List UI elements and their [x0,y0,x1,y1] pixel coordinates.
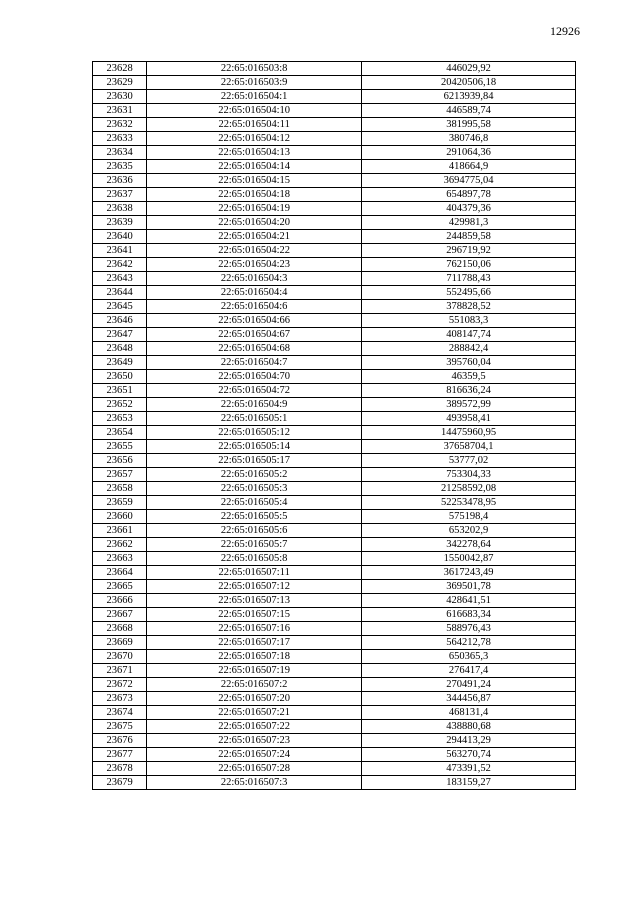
row-number-cell: 23645 [93,300,147,314]
table-row [93,524,576,538]
value-cell: 429981,3 [362,216,576,230]
value-cell: 493958,41 [362,412,576,426]
row-number-cell: 23637 [93,188,147,202]
value-cell: 183159,27 [362,776,576,790]
table-row [93,580,576,594]
table-row [93,370,576,384]
row-number-cell: 23646 [93,314,147,328]
cadastral-number-cell: 22:65:016504:13 [147,146,362,160]
cadastral-number-cell: 22:65:016504:1 [147,90,362,104]
cadastral-number-cell: 22:65:016507:12 [147,580,362,594]
row-number-cell: 23657 [93,468,147,482]
value-cell: 46359,5 [362,370,576,384]
cadastral-number-cell: 22:65:016505:4 [147,496,362,510]
row-number-cell: 23667 [93,608,147,622]
value-cell: 404379,36 [362,202,576,216]
row-number-cell: 23634 [93,146,147,160]
value-cell: 575198,4 [362,510,576,524]
row-number-cell: 23653 [93,412,147,426]
table-row [93,384,576,398]
table-row [93,328,576,342]
value-cell: 381995,58 [362,118,576,132]
cadastral-number-cell: 22:65:016504:6 [147,300,362,314]
table-row [93,174,576,188]
cadastral-number-cell: 22:65:016505:8 [147,552,362,566]
value-cell: 389572,99 [362,398,576,412]
cadastral-number-cell: 22:65:016504:23 [147,258,362,272]
table-row [93,398,576,412]
page-number: 12926 [550,24,580,38]
cadastral-number-cell: 22:65:016504:68 [147,342,362,356]
cadastral-number-cell: 22:65:016503:9 [147,76,362,90]
cadastral-number-cell: 22:65:016507:11 [147,566,362,580]
row-number-cell: 23644 [93,286,147,300]
value-cell: 276417,4 [362,664,576,678]
table-row [93,510,576,524]
row-number-cell: 23630 [93,90,147,104]
cadastral-number-cell: 22:65:016505:6 [147,524,362,538]
value-cell: 380746,8 [362,132,576,146]
value-cell: 369501,78 [362,580,576,594]
row-number-cell: 23659 [93,496,147,510]
value-cell: 1550042,87 [362,552,576,566]
table-row [93,286,576,300]
cadastral-number-cell: 22:65:016504:12 [147,132,362,146]
table-row [93,244,576,258]
cadastral-number-cell: 22:65:016504:22 [147,244,362,258]
value-cell: 53777,02 [362,454,576,468]
table-row [93,188,576,202]
value-cell: 6213939,84 [362,90,576,104]
cadastral-number-cell: 22:65:016504:20 [147,216,362,230]
cadastral-number-cell: 22:65:016504:7 [147,356,362,370]
row-number-cell: 23638 [93,202,147,216]
value-cell: 654897,78 [362,188,576,202]
cadastral-number-cell: 22:65:016507:23 [147,734,362,748]
value-cell: 551083,3 [362,314,576,328]
row-number-cell: 23641 [93,244,147,258]
cadastral-number-cell: 22:65:016507:17 [147,636,362,650]
cadastral-number-cell: 22:65:016504:66 [147,314,362,328]
cadastral-number-cell: 22:65:016505:5 [147,510,362,524]
cadastral-number-cell: 22:65:016505:1 [147,412,362,426]
cadastral-number-cell: 22:65:016507:2 [147,678,362,692]
row-number-cell: 23656 [93,454,147,468]
table-row [93,678,576,692]
table-row [93,538,576,552]
value-cell: 291064,36 [362,146,576,160]
value-cell: 446589,74 [362,104,576,118]
row-number-cell: 23632 [93,118,147,132]
row-number-cell: 23658 [93,482,147,496]
cadastral-number-cell: 22:65:016507:15 [147,608,362,622]
cadastral-number-cell: 22:65:016504:11 [147,118,362,132]
row-number-cell: 23635 [93,160,147,174]
row-number-cell: 23668 [93,622,147,636]
cadastral-number-cell: 22:65:016504:10 [147,104,362,118]
table-row [93,90,576,104]
row-number-cell: 23673 [93,692,147,706]
row-number-cell: 23643 [93,272,147,286]
cadastral-number-cell: 22:65:016504:14 [147,160,362,174]
value-cell: 378828,52 [362,300,576,314]
row-number-cell: 23670 [93,650,147,664]
table-row [93,454,576,468]
table-row [93,132,576,146]
value-cell: 344456,87 [362,692,576,706]
table-row [93,776,576,790]
table-row [93,412,576,426]
table-row [93,314,576,328]
cadastral-number-cell: 22:65:016504:18 [147,188,362,202]
row-number-cell: 23651 [93,384,147,398]
table-row [93,230,576,244]
row-number-cell: 23631 [93,104,147,118]
row-number-cell: 23628 [93,62,147,76]
table-row [93,706,576,720]
table-row [93,762,576,776]
value-cell: 753304,33 [362,468,576,482]
table-row [93,608,576,622]
row-number-cell: 23636 [93,174,147,188]
value-cell: 395760,04 [362,356,576,370]
value-cell: 14475960,95 [362,426,576,440]
cadastral-number-cell: 22:65:016504:9 [147,398,362,412]
table-row [93,720,576,734]
value-cell: 446029,92 [362,62,576,76]
cadastral-number-cell: 22:65:016504:4 [147,286,362,300]
value-cell: 653202,9 [362,524,576,538]
cadastral-number-cell: 22:65:016507:16 [147,622,362,636]
value-cell: 650365,3 [362,650,576,664]
cadastral-number-cell: 22:65:016504:15 [147,174,362,188]
row-number-cell: 23679 [93,776,147,790]
cadastral-number-cell: 22:65:016505:3 [147,482,362,496]
table-row [93,62,576,76]
row-number-cell: 23664 [93,566,147,580]
row-number-cell: 23663 [93,552,147,566]
row-number-cell: 23677 [93,748,147,762]
table-body [93,62,576,790]
row-number-cell: 23678 [93,762,147,776]
value-cell: 294413,29 [362,734,576,748]
table-row [93,258,576,272]
cadastral-number-cell: 22:65:016507:19 [147,664,362,678]
value-cell: 270491,24 [362,678,576,692]
value-cell: 288842,4 [362,342,576,356]
table-row [93,202,576,216]
row-number-cell: 23665 [93,580,147,594]
row-number-cell: 23640 [93,230,147,244]
value-cell: 408147,74 [362,328,576,342]
cadastral-number-cell: 22:65:016507:20 [147,692,362,706]
value-cell: 473391,52 [362,762,576,776]
table-row [93,636,576,650]
cadastral-number-cell: 22:65:016507:13 [147,594,362,608]
table-row [93,76,576,90]
row-number-cell: 23642 [93,258,147,272]
value-cell: 438880,68 [362,720,576,734]
row-number-cell: 23674 [93,706,147,720]
row-number-cell: 23676 [93,734,147,748]
table-row [93,552,576,566]
table-row [93,622,576,636]
cadastral-number-cell: 22:65:016507:24 [147,748,362,762]
cadastral-number-cell: 22:65:016507:18 [147,650,362,664]
table-row [93,468,576,482]
table-row [93,216,576,230]
table-row [93,748,576,762]
value-cell: 563270,74 [362,748,576,762]
value-cell: 588976,43 [362,622,576,636]
table-row [93,594,576,608]
table-row [93,692,576,706]
table-row [93,440,576,454]
value-cell: 762150,06 [362,258,576,272]
cadastral-number-cell: 22:65:016504:3 [147,272,362,286]
value-cell: 342278,64 [362,538,576,552]
table-row [93,482,576,496]
cadastral-number-cell: 22:65:016507:22 [147,720,362,734]
value-cell: 52253478,95 [362,496,576,510]
value-cell: 20420506,18 [362,76,576,90]
table-row [93,272,576,286]
row-number-cell: 23672 [93,678,147,692]
row-number-cell: 23655 [93,440,147,454]
table-row [93,104,576,118]
table-row [93,496,576,510]
cadastral-number-cell: 22:65:016505:17 [147,454,362,468]
value-cell: 21258592,08 [362,482,576,496]
row-number-cell: 23675 [93,720,147,734]
cadastral-number-cell: 22:65:016503:8 [147,62,362,76]
value-cell: 816636,24 [362,384,576,398]
row-number-cell: 23654 [93,426,147,440]
row-number-cell: 23661 [93,524,147,538]
row-number-cell: 23671 [93,664,147,678]
cadastral-number-cell: 22:65:016504:67 [147,328,362,342]
row-number-cell: 23669 [93,636,147,650]
cadastral-number-cell: 22:65:016507:28 [147,762,362,776]
table-row [93,300,576,314]
table-row [93,146,576,160]
cadastral-number-cell: 22:65:016505:2 [147,468,362,482]
row-number-cell: 23650 [93,370,147,384]
row-number-cell: 23660 [93,510,147,524]
value-cell: 3617243,49 [362,566,576,580]
value-cell: 468131,4 [362,706,576,720]
row-number-cell: 23633 [93,132,147,146]
value-cell: 428641,51 [362,594,576,608]
cadastral-number-cell: 22:65:016507:3 [147,776,362,790]
cadastral-number-cell: 22:65:016504:21 [147,230,362,244]
table-row [93,356,576,370]
value-cell: 296719,92 [362,244,576,258]
value-cell: 37658704,1 [362,440,576,454]
cadastral-number-cell: 22:65:016505:14 [147,440,362,454]
row-number-cell: 23649 [93,356,147,370]
value-cell: 616683,34 [362,608,576,622]
cadastral-number-cell: 22:65:016507:21 [147,706,362,720]
data-table [92,61,576,790]
table-row [93,650,576,664]
value-cell: 418664,9 [362,160,576,174]
value-cell: 3694775,04 [362,174,576,188]
table-row [93,566,576,580]
row-number-cell: 23648 [93,342,147,356]
cadastral-number-cell: 22:65:016504:72 [147,384,362,398]
row-number-cell: 23639 [93,216,147,230]
row-number-cell: 23662 [93,538,147,552]
cadastral-number-cell: 22:65:016505:12 [147,426,362,440]
value-cell: 552495,66 [362,286,576,300]
row-number-cell: 23666 [93,594,147,608]
table-row [93,734,576,748]
value-cell: 711788,43 [362,272,576,286]
value-cell: 564212,78 [362,636,576,650]
row-number-cell: 23629 [93,76,147,90]
cadastral-number-cell: 22:65:016504:19 [147,202,362,216]
table-row [93,160,576,174]
table-row [93,342,576,356]
table-row [93,118,576,132]
table-row [93,664,576,678]
table-row [93,426,576,440]
row-number-cell: 23652 [93,398,147,412]
value-cell: 244859,58 [362,230,576,244]
row-number-cell: 23647 [93,328,147,342]
cadastral-number-cell: 22:65:016504:70 [147,370,362,384]
cadastral-number-cell: 22:65:016505:7 [147,538,362,552]
